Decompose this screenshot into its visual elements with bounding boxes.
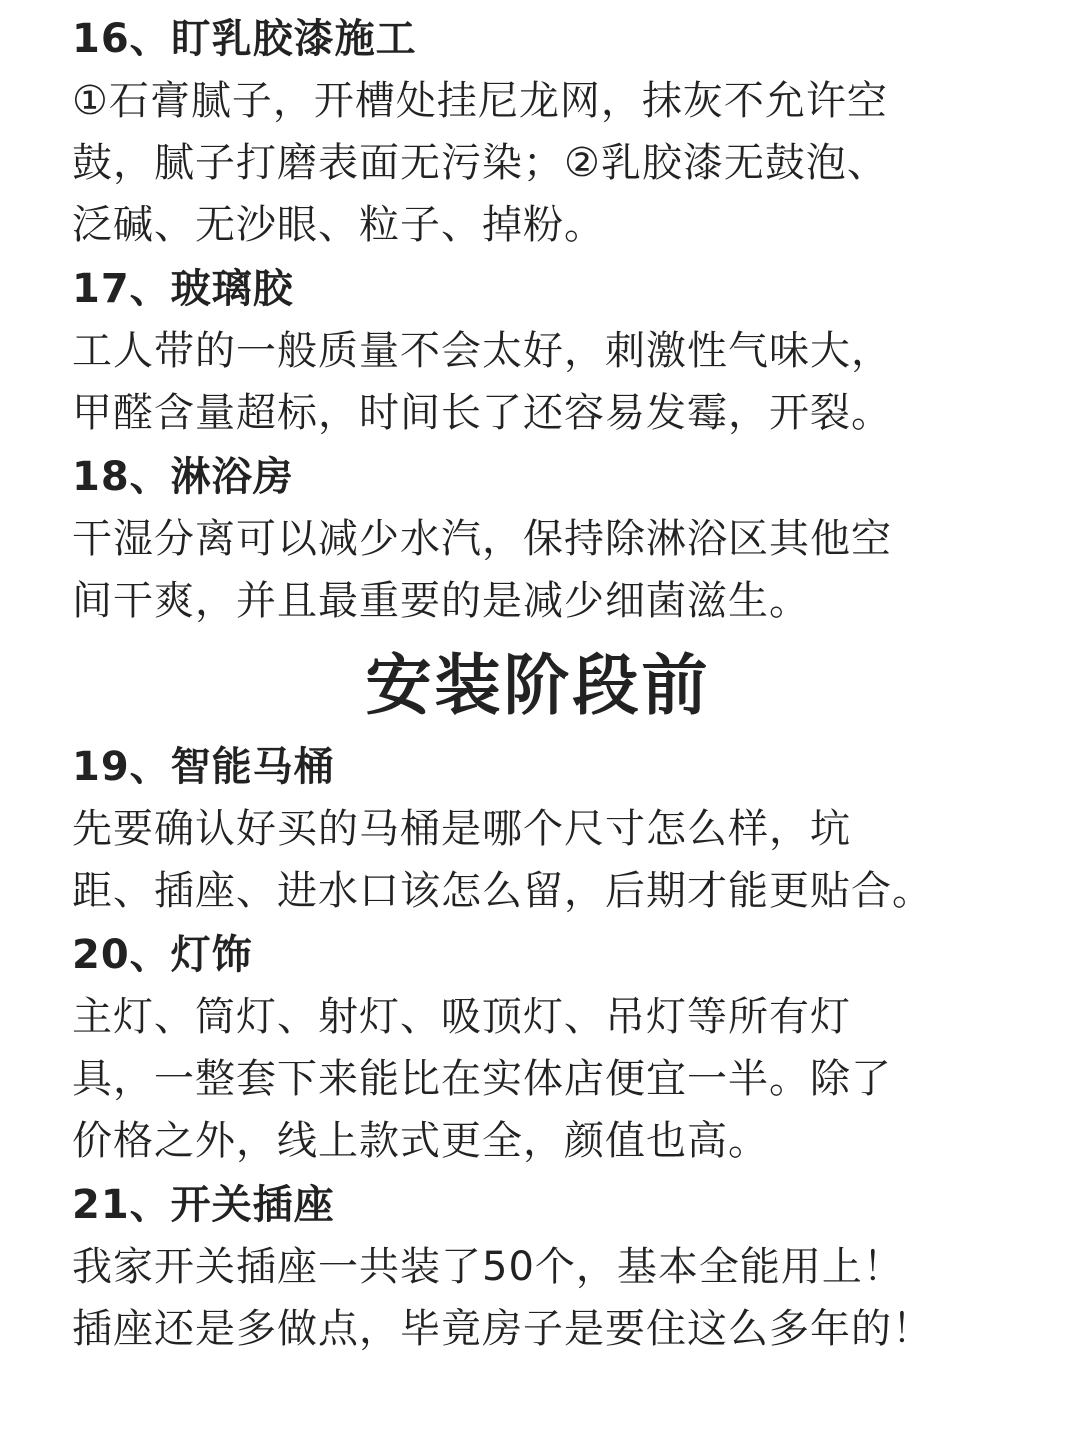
- body-line: 甲醛含量超标，时间长了还容易发霉，开裂。: [72, 390, 892, 436]
- stage-heading: 安装阶段前: [365, 647, 711, 724]
- section-body: [72, 1236, 1010, 1360]
- section-title: 18、淋浴房: [72, 454, 294, 500]
- body-line: 插座还是多做点，毕竟房子是要住这么多年的！: [72, 1306, 933, 1352]
- body-line: 主灯、筒灯、射灯、吸顶灯、吊灯等所有灯: [72, 994, 851, 1040]
- section-title: 21、开关插座: [72, 1182, 335, 1228]
- section-body: [72, 508, 1010, 632]
- section-title: 17、玻璃胶: [72, 266, 294, 312]
- section-body: [72, 798, 1010, 922]
- section-title: 19、智能马桶: [72, 744, 335, 790]
- body-line: 我家开关插座一共装了50个，基本全能用上！: [72, 1244, 904, 1290]
- section-18: [72, 450, 1010, 632]
- section-title: 16、盯乳胶漆施工: [72, 16, 417, 62]
- section-body: [72, 70, 1010, 256]
- section-20: [72, 928, 1010, 1172]
- section-17: [72, 262, 1010, 444]
- body-line: 价格之外，线上款式更全，颜值也高。: [72, 1118, 769, 1164]
- body-line: 间干爽，并且最重要的是减少细菌滋生。: [72, 578, 810, 624]
- body-line: 具，一整套下来能比在实体店便宜一半。除了: [72, 1056, 892, 1102]
- body-line: 距、插座、进水口该怎么留，后期才能更贴合。: [72, 868, 933, 914]
- section-body: [72, 986, 1010, 1172]
- body-line: 鼓，腻子打磨表面无污染；②乳胶漆无鼓泡、: [72, 140, 888, 186]
- section-title: 20、灯饰: [72, 932, 253, 978]
- body-line: 工人带的一般质量不会太好，刺激性气味大，: [72, 328, 892, 374]
- body-line: 干湿分离可以减少水汽，保持除淋浴区其他空: [72, 516, 892, 562]
- section-body: [72, 320, 1010, 444]
- section-21: [72, 1178, 1010, 1360]
- body-line: 先要确认好买的马桶是哪个尺寸怎么样，坑: [72, 806, 851, 852]
- body-line: ①石膏腻子，开槽处挂尼龙网，抹灰不允许空: [72, 78, 888, 124]
- section-16: [72, 12, 1010, 256]
- section-19: [72, 740, 1010, 922]
- body-line: 泛碱、无沙眼、粒子、掉粉。: [72, 202, 605, 248]
